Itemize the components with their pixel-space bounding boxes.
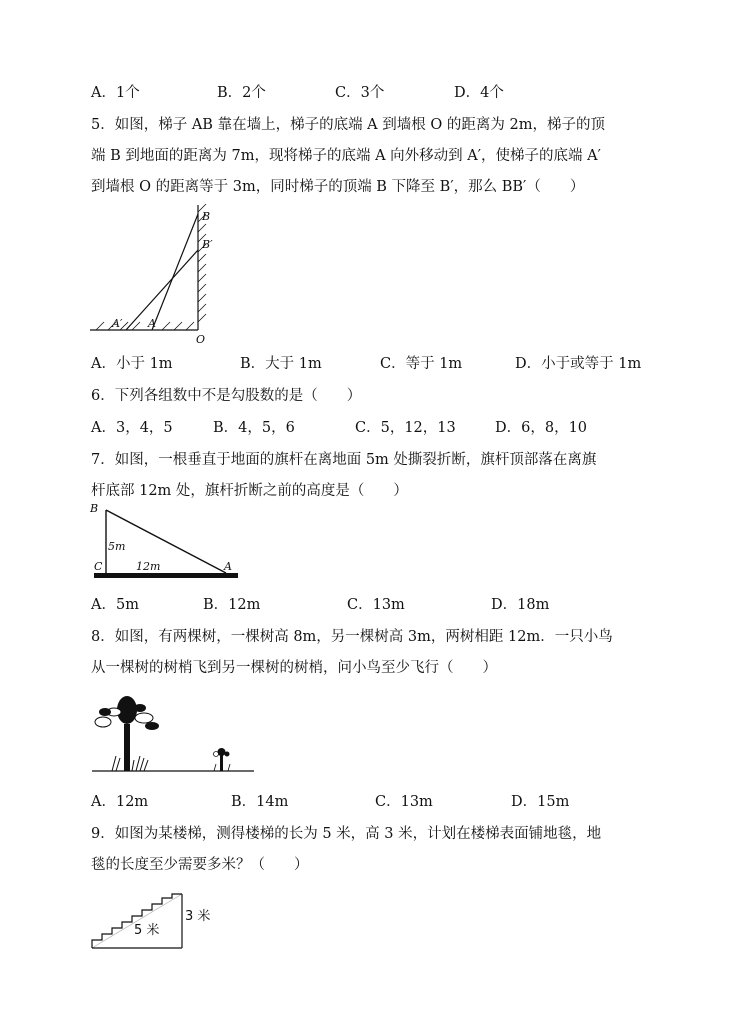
q7-option-a: A．5m — [91, 597, 139, 613]
q4-option-b: B．2个 — [217, 85, 266, 101]
q9-stairs-figure — [88, 892, 218, 952]
q5-option-a: A．小于 1m — [91, 356, 173, 372]
q4-option-a: A．1个 — [91, 85, 140, 101]
q8-option-c: C．13m — [375, 794, 433, 810]
q5-line-1: 5．如图，梯子 AB 靠在墙上，梯子的底端 A 到墙根 O 的距离为 2m，梯子的顶 — [91, 117, 605, 133]
q5-ladder-figure — [88, 200, 228, 350]
label-b-prime: B′ — [202, 238, 213, 251]
q5-line-3: 到墙根 O 的距离等于 3m，同时梯子的顶端 B 下降至 B′，那么 BB′（ ） — [91, 179, 585, 195]
q5-line-2: 端 B 到地面的距离为 7m，现将梯子的底端 A 向外移动到 A′，使梯子的底端 A′ — [91, 148, 601, 164]
q9-line-2: 毯的长度至少需要多米？（ ） — [91, 857, 309, 873]
ladder-a-prime-b-prime — [126, 250, 198, 330]
q8-option-b: B．14m — [231, 794, 289, 810]
q7-flagpole-figure — [88, 500, 248, 585]
q6-stem: 6．下列各组数中不是勾股数的是（ ） — [91, 388, 362, 404]
q8-trees-figure — [88, 682, 258, 777]
q8-option-d: D．15m — [511, 794, 570, 810]
q6-option-c: C．5，12，13 — [355, 420, 456, 436]
label-c: C — [94, 560, 103, 573]
label-a: A — [224, 560, 232, 573]
ground-hatching — [96, 322, 194, 330]
label-height-5m: 5m — [108, 540, 126, 553]
q4-option-c: C．3个 — [335, 85, 385, 101]
label-o: O — [196, 333, 206, 346]
label-b: B — [202, 210, 211, 223]
q6-option-b: B．4，5，6 — [213, 420, 295, 436]
q5-option-d: D．小于或等于 1m — [515, 356, 642, 372]
short-tree-icon — [214, 748, 231, 771]
q7-option-b: B．12m — [203, 597, 261, 613]
q5-option-c: C．等于 1m — [380, 356, 463, 372]
tall-tree-icon — [95, 696, 159, 771]
q9-line-1: 9．如图为某楼梯，测得楼梯的长为 5 米，高 3 米，计划在楼梯表面铺地毯，地 — [91, 826, 602, 842]
label-a: A — [148, 317, 156, 330]
label-base-12m: 12m — [136, 560, 161, 573]
q5-option-b: B．大于 1m — [240, 356, 322, 372]
label-b: B — [90, 502, 99, 515]
q8-line-1: 8．如图，有两棵树，一棵树高 8m，另一棵树高 3m，两树相距 12m．一只小鸟 — [91, 629, 613, 645]
q8-line-2: 从一棵树的树梢飞到另一棵树的树梢，问小鸟至少飞行（ ） — [91, 660, 497, 676]
q8-option-a: A．12m — [91, 794, 149, 810]
label-height-3: 3 米 — [185, 909, 211, 924]
label-length-5: 5 米 — [134, 923, 160, 938]
q7-option-d: D．18m — [491, 597, 550, 613]
stairs-diagonal — [92, 894, 182, 948]
label-a-prime: A′ — [112, 317, 123, 330]
q4-option-d: D．4个 — [454, 85, 504, 101]
q6-option-a: A．3，4，5 — [91, 420, 173, 436]
q7-line-1: 7．如图，一根垂直于地面的旗杆在离地面 5m 处撕裂折断，旗杆顶部落在离旗 — [91, 452, 597, 468]
ladder-ab — [152, 214, 198, 330]
q7-option-c: C．13m — [347, 597, 405, 613]
q7-line-2: 杆底部 12m 处，旗杆折断之前的高度是（ ） — [91, 483, 408, 499]
q6-option-d: D．6，8，10 — [495, 420, 588, 436]
ground-bar — [94, 573, 238, 578]
